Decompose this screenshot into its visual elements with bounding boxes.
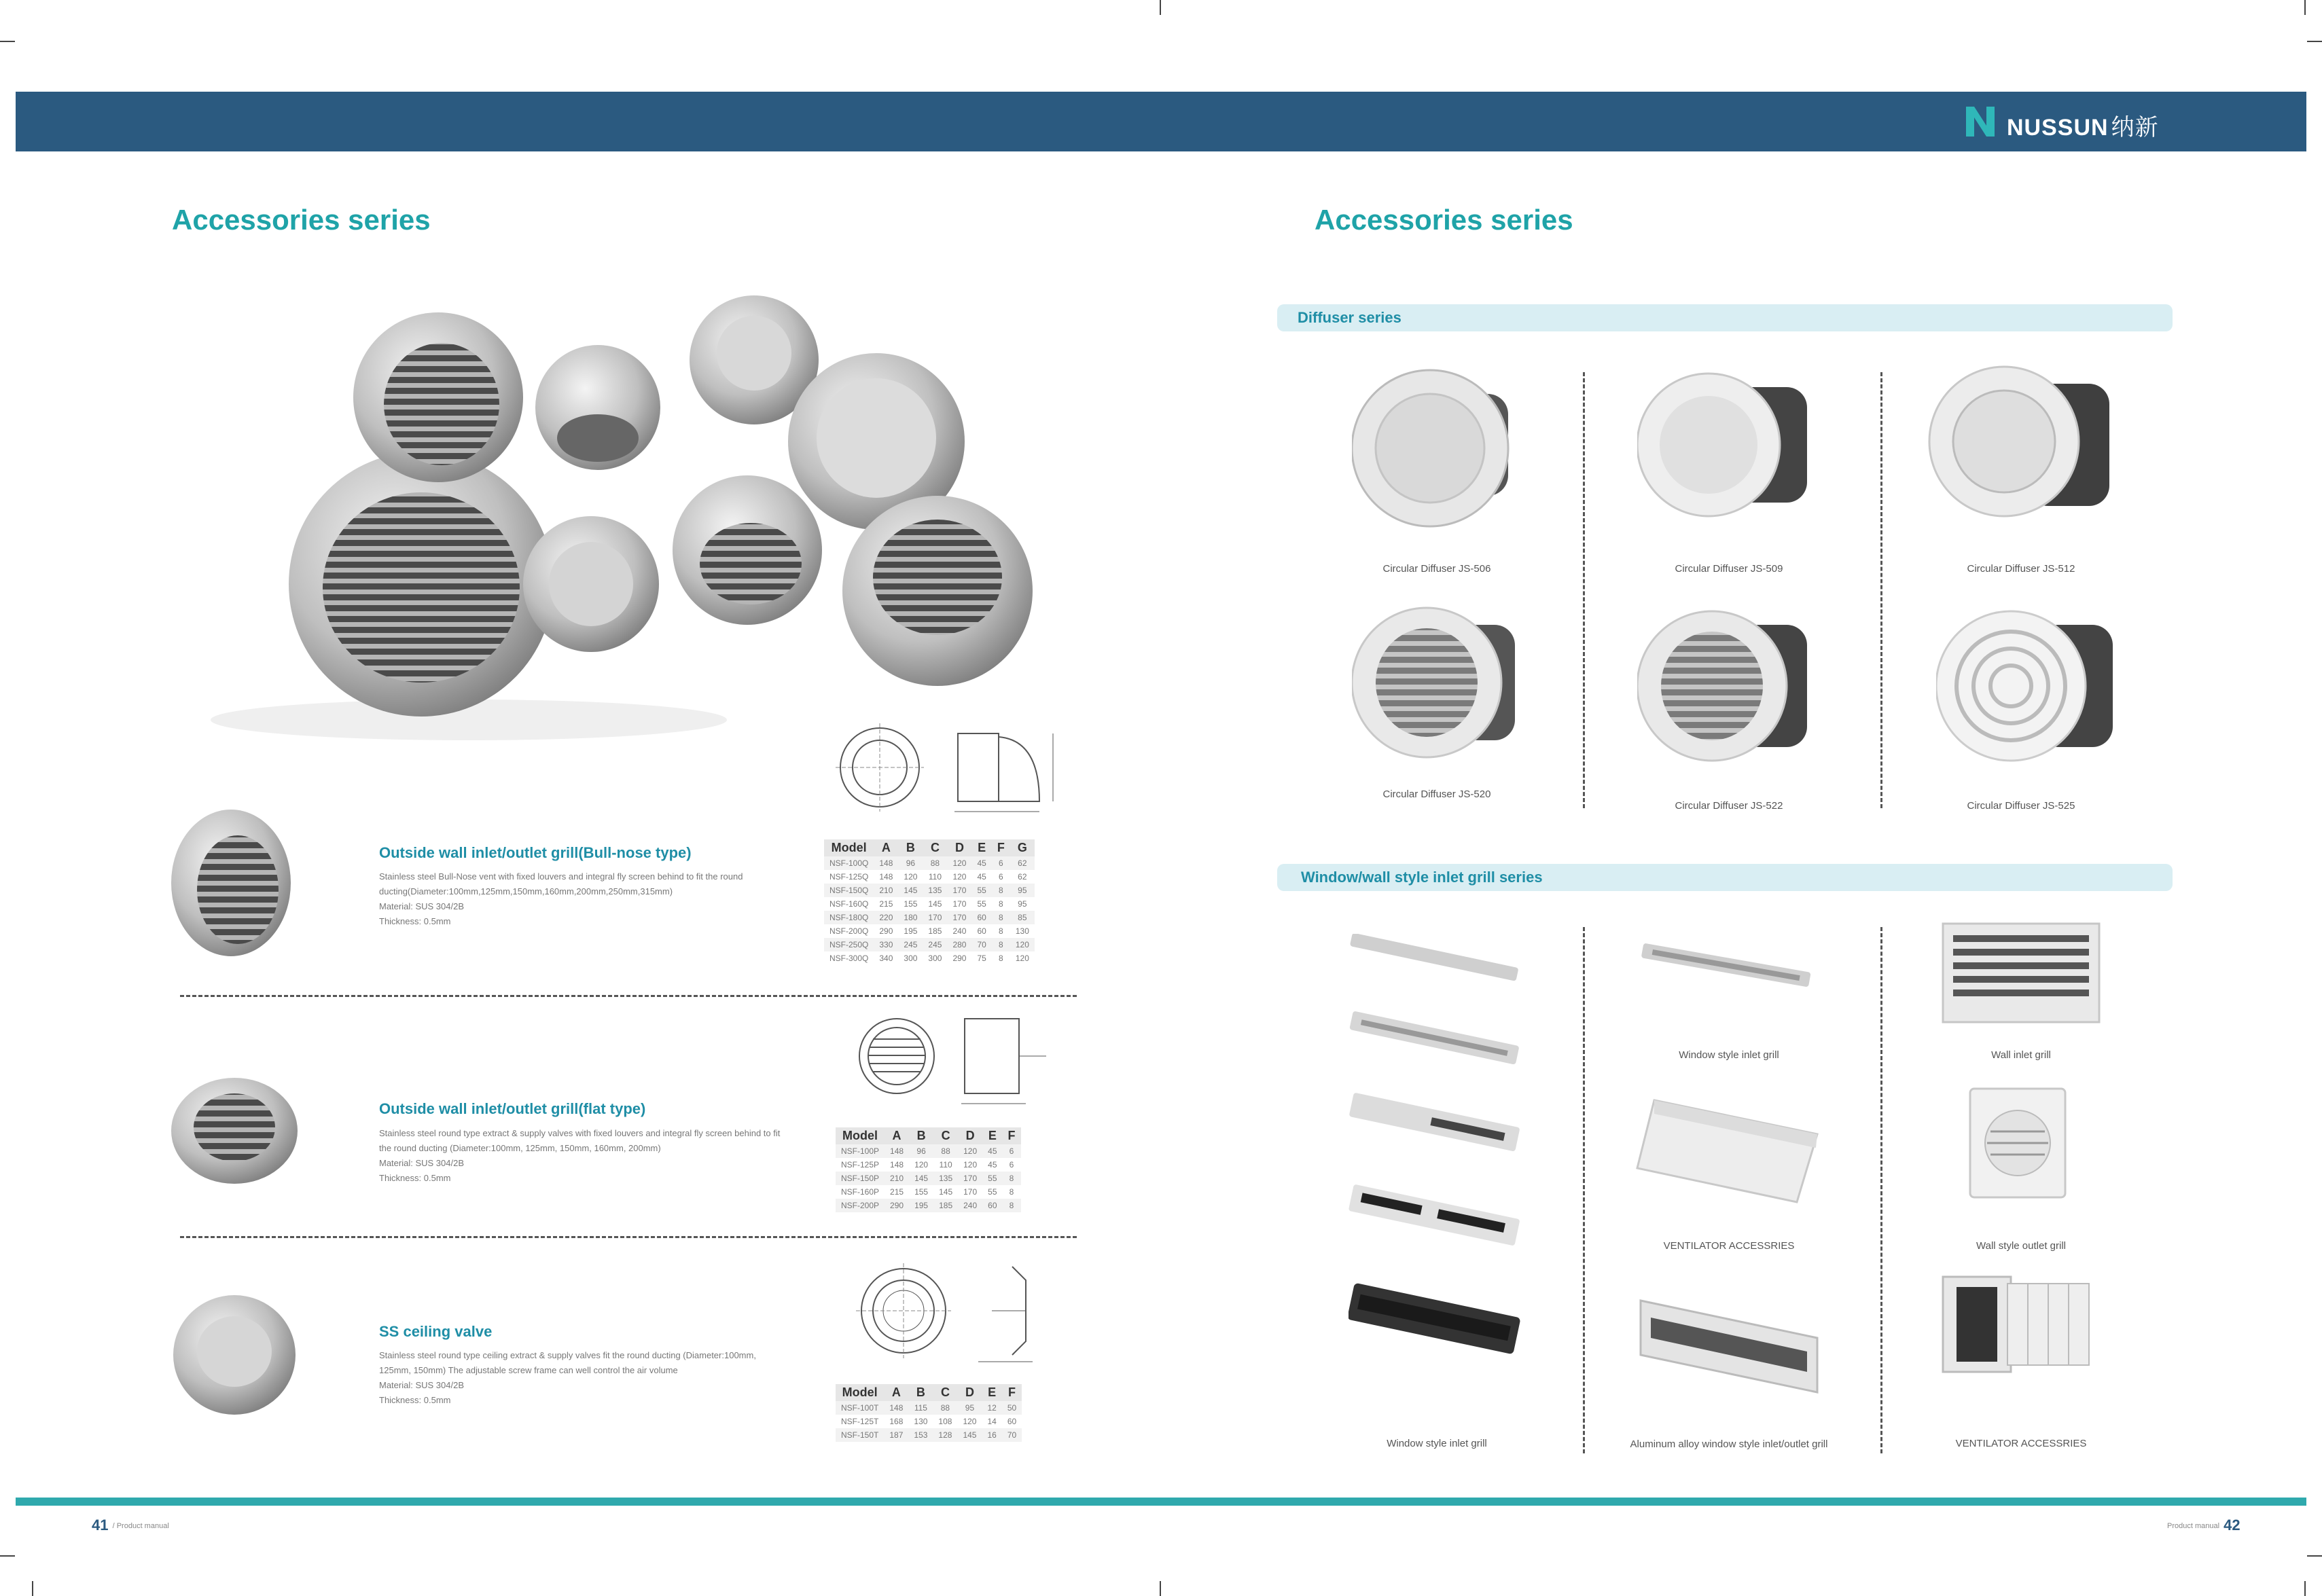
spec-cell: NSF-125T — [841, 1417, 879, 1426]
spec-cell: 195 — [909, 1199, 933, 1212]
spec-cell: 148 — [879, 872, 893, 882]
spec-cell: 8 — [999, 926, 1003, 936]
spec-cell: 330 — [874, 938, 898, 951]
left-page-note: / Product manual — [112, 1521, 169, 1530]
spec-cell: 155 — [904, 899, 918, 909]
spec-cell: NSF-150T — [836, 1428, 884, 1442]
spec-cell: 170 — [963, 1187, 978, 1197]
diffuser-caption-4: Circular Diffuser JS-520 — [1382, 788, 1491, 800]
product-2-material: Material: SUS 304/2B — [379, 1158, 465, 1168]
spec-cell: 170 — [952, 899, 967, 909]
spec-row — [824, 951, 1035, 965]
spec-cell: 185 — [928, 926, 942, 936]
spec-cell: 120 — [952, 872, 967, 882]
spec-cell: NSF-150P — [836, 1172, 885, 1185]
column-divider — [1583, 372, 1585, 808]
spec-cell: 120 — [1010, 938, 1035, 951]
spec-cell: 135 — [923, 884, 947, 897]
bullnose-grill-photo — [170, 805, 292, 961]
spec-cell: 50 — [1002, 1401, 1022, 1415]
spec-cell: 95 — [1010, 884, 1035, 897]
spec-header-row — [836, 1384, 1022, 1401]
header-band — [16, 92, 2306, 151]
divider — [180, 1236, 1077, 1238]
spec-cell: 195 — [904, 926, 918, 936]
diffuser-js520-photo — [1352, 598, 1529, 767]
spec-cell: 245 — [898, 938, 923, 951]
spec-cell: NSF-100T — [836, 1401, 884, 1415]
diffuser-js522-photo — [1637, 598, 1814, 774]
spec-header-cell: F — [992, 839, 1010, 856]
spec-row — [836, 1144, 1021, 1158]
spec-header-cell: Model — [824, 839, 874, 856]
spec-cell: 70 — [1002, 1428, 1022, 1442]
spec-cell: NSF-125P — [841, 1160, 880, 1169]
spec-cell: 8 — [1003, 1199, 1021, 1212]
spec-cell: 55 — [977, 899, 986, 909]
spec-cell: 85 — [1010, 911, 1035, 924]
product-3-material: Material: SUS 304/2B — [379, 1380, 465, 1390]
spec-cell: 240 — [958, 1199, 982, 1212]
right-page-title: Accessories series — [1315, 204, 1573, 236]
ventilator-accessories-photo-1 — [1634, 1093, 1824, 1209]
spec-cell: NSF-300Q — [829, 954, 869, 963]
spec-header-cell: A — [885, 1127, 909, 1144]
right-page-number — [2167, 1517, 2240, 1534]
product-3-spec-table — [836, 1384, 1022, 1442]
spec-cell: 60 — [977, 926, 986, 936]
left-page-number-value: 41 — [92, 1517, 109, 1534]
spec-cell: 6 — [992, 856, 1010, 870]
spec-cell: 148 — [884, 1401, 908, 1415]
spec-cell: 75 — [977, 954, 986, 963]
diffuser-series-bar — [1277, 304, 2173, 331]
spec-cell: 240 — [952, 926, 967, 936]
spec-cell: NSF-200P — [836, 1199, 885, 1212]
spec-cell: 170 — [923, 911, 947, 924]
spec-cell: 170 — [947, 884, 971, 897]
spec-row — [824, 897, 1035, 911]
spec-cell: 300 — [928, 954, 942, 963]
spec-cell: 145 — [928, 899, 942, 909]
product-3-thickness: Thickness: 0.5mm — [379, 1395, 451, 1405]
spec-cell: 130 — [914, 1417, 928, 1426]
spec-header-cell: B — [909, 1127, 933, 1144]
spec-row — [836, 1185, 1021, 1199]
product-1-spec-table — [824, 839, 1035, 965]
spec-header-cell: G — [1010, 839, 1035, 856]
spec-cell: 245 — [923, 938, 947, 951]
ventilator-accessories-photo-2 — [1940, 1270, 2103, 1379]
spec-cell: 60 — [982, 1199, 1002, 1212]
spec-cell: NSF-250Q — [824, 938, 874, 951]
spec-cell: 120 — [1015, 954, 1029, 963]
flat-grill-photo — [170, 1073, 299, 1195]
product-3-title: SS ceiling valve — [379, 1323, 493, 1340]
spec-cell: 6 — [999, 872, 1003, 882]
product-2-description — [379, 1126, 787, 1186]
spec-cell: 62 — [1010, 856, 1035, 870]
window-style-inlet-grill-photo — [1637, 934, 1821, 1002]
diffuser-js506-photo — [1352, 360, 1529, 530]
spec-cell: 96 — [909, 1144, 933, 1158]
product-3-description — [379, 1348, 787, 1408]
brand-chinese: 纳新 — [2111, 115, 2159, 141]
spec-cell: 290 — [879, 926, 893, 936]
grill-caption-col3-2: Wall style outlet grill — [1976, 1240, 2066, 1252]
spec-cell: NSF-160P — [841, 1187, 880, 1197]
wall-style-outlet-grill-photo — [1967, 1085, 2069, 1201]
flat-grill-technical-drawing — [849, 1015, 1053, 1117]
spec-cell: 170 — [947, 911, 971, 924]
grill-series-label: Window/wall style inlet grill series — [1301, 869, 1543, 886]
spec-cell: 120 — [947, 856, 971, 870]
spec-cell: 110 — [939, 1160, 952, 1169]
hero-vents-image — [197, 285, 1094, 747]
spec-header-cell: F — [1003, 1127, 1021, 1144]
spec-cell: 128 — [933, 1428, 957, 1442]
product-2-thickness: Thickness: 0.5mm — [379, 1173, 451, 1183]
diffuser-caption-3: Circular Diffuser JS-512 — [1967, 563, 2075, 575]
spec-header-cell: A — [884, 1384, 908, 1401]
spec-cell: NSF-100Q — [824, 856, 874, 870]
product-1-description — [379, 869, 787, 929]
spec-cell: 290 — [885, 1199, 909, 1212]
window-grill-strips-image — [1348, 934, 1529, 1368]
spec-cell: 215 — [879, 899, 893, 909]
right-page-note: Product manual — [2167, 1521, 2220, 1530]
nussun-logo-icon — [1965, 105, 1996, 138]
spec-header-cell: E — [982, 1384, 1001, 1401]
spec-header-cell: E — [982, 1127, 1002, 1144]
spec-cell: NSF-160Q — [829, 899, 869, 909]
spec-cell: 6 — [1003, 1144, 1021, 1158]
spec-row — [824, 856, 1035, 870]
spec-cell: 155 — [914, 1187, 929, 1197]
product-1-thickness: Thickness: 0.5mm — [379, 916, 451, 926]
spec-cell: 148 — [890, 1160, 904, 1169]
spec-header-cell: C — [923, 839, 947, 856]
spec-header-cell: B — [908, 1384, 933, 1401]
spec-cell: 145 — [898, 884, 923, 897]
product-2-spec-table — [836, 1127, 1021, 1212]
spec-cell: NSF-200Q — [829, 926, 869, 936]
spec-cell: 108 — [938, 1417, 952, 1426]
spec-row — [824, 884, 1035, 897]
spec-header-row — [836, 1127, 1021, 1144]
spec-cell: 168 — [889, 1417, 904, 1426]
spec-cell: 185 — [933, 1199, 958, 1212]
spec-cell: 88 — [923, 856, 947, 870]
left-page-title: Accessories series — [172, 204, 431, 236]
spec-cell: 120 — [914, 1160, 929, 1169]
left-page-number — [92, 1517, 169, 1534]
spec-cell: 148 — [885, 1144, 909, 1158]
spec-header-cell: D — [947, 839, 971, 856]
spec-cell: 96 — [898, 856, 923, 870]
spec-cell: NSF-150Q — [824, 884, 874, 897]
spec-header-cell: B — [898, 839, 923, 856]
spec-cell: 148 — [874, 856, 898, 870]
spec-cell: 145 — [957, 1428, 982, 1442]
spec-header-cell: F — [1002, 1384, 1022, 1401]
spec-cell: 55 — [982, 1172, 1002, 1185]
spec-cell: 62 — [1018, 872, 1027, 882]
spec-cell: 88 — [933, 1401, 957, 1415]
spec-cell: 16 — [982, 1428, 1001, 1442]
spec-header-cell: D — [958, 1127, 982, 1144]
spec-row — [824, 911, 1035, 924]
product-3-desc-text: Stainless steel round type ceiling extract & supply valves fit the round ducting (Diameter:100mm, 125mm, 150mm) The adjustable screw frame can well control the air volume — [379, 1350, 756, 1375]
diffuser-series-label: Diffuser series — [1298, 309, 1401, 326]
spec-cell: 180 — [898, 911, 923, 924]
spec-cell: 95 — [1018, 899, 1027, 909]
spec-cell: 45 — [971, 856, 991, 870]
spec-cell: 12 — [982, 1401, 1001, 1415]
spec-header-cell: E — [971, 839, 991, 856]
diffuser-js512-photo — [1926, 360, 2123, 530]
spec-cell: 8 — [999, 899, 1003, 909]
spec-cell: 145 — [939, 1187, 953, 1197]
product-2-desc-text: Stainless steel round type extract & supply valves with fixed louvers and integral fly screen behind to fit the round ducting (Diameter:100mm, 125mm, 150mm, 160mm, 200mm) — [379, 1128, 781, 1153]
spec-cell: 220 — [874, 911, 898, 924]
spec-cell: 210 — [885, 1172, 909, 1185]
spec-header-cell: C — [933, 1127, 958, 1144]
grill-caption-col2-2: VENTILATOR ACCESSRIES — [1663, 1240, 1795, 1252]
spec-cell: 120 — [958, 1144, 982, 1158]
spec-cell: 145 — [909, 1172, 933, 1185]
spec-row — [836, 1428, 1022, 1442]
spec-cell: 60 — [1007, 1417, 1017, 1426]
diffuser-js525-photo — [1936, 598, 2120, 774]
grill-caption-col2-1: Window style inlet grill — [1679, 1049, 1779, 1061]
spec-row — [836, 1415, 1022, 1428]
spec-row — [824, 870, 1035, 884]
spec-cell: 8 — [1009, 1187, 1014, 1197]
ceiling-valve-technical-drawing — [856, 1260, 1060, 1368]
bullnose-technical-drawing — [836, 720, 1060, 822]
spec-cell: 170 — [958, 1172, 982, 1185]
diffuser-caption-1: Circular Diffuser JS-506 — [1382, 563, 1491, 575]
spec-cell: 8 — [999, 954, 1003, 963]
spec-row — [836, 1172, 1021, 1185]
right-page-number-value: 42 — [2223, 1517, 2240, 1534]
spec-cell: 153 — [908, 1428, 933, 1442]
spec-cell: 45 — [982, 1144, 1002, 1158]
spec-cell: 130 — [1015, 926, 1029, 936]
divider — [180, 995, 1077, 997]
aluminum-window-grill-photo — [1637, 1297, 1821, 1399]
spec-cell: 8 — [992, 938, 1010, 951]
diffuser-caption-6: Circular Diffuser JS-525 — [1967, 800, 2075, 812]
spec-cell: 210 — [874, 884, 898, 897]
spec-cell: 115 — [908, 1401, 933, 1415]
grill-series-bar — [1277, 864, 2173, 891]
spec-cell: NSF-125Q — [829, 872, 869, 882]
diffuser-js509-photo — [1637, 360, 1814, 530]
spec-header-cell: D — [957, 1384, 982, 1401]
diffuser-caption-2: Circular Diffuser JS-509 — [1675, 563, 1783, 575]
spec-row — [836, 1401, 1022, 1415]
product-1-title: Outside wall inlet/outlet grill(Bull-nose type) — [379, 844, 692, 861]
spec-header-cell: C — [933, 1384, 957, 1401]
spec-cell: 95 — [957, 1401, 982, 1415]
spec-cell: 300 — [904, 954, 918, 963]
spec-cell: 88 — [933, 1144, 958, 1158]
column-divider — [1583, 927, 1585, 1453]
brand-latin: NUSSUN — [2007, 115, 2109, 141]
grill-caption-col3-3: VENTILATOR ACCESSRIES — [1955, 1438, 2087, 1449]
spec-cell: 8 — [1003, 1172, 1021, 1185]
spec-cell: 6 — [1009, 1160, 1014, 1169]
spec-cell: 55 — [988, 1187, 997, 1197]
spec-row — [824, 924, 1035, 938]
spec-cell: 340 — [879, 954, 893, 963]
spec-cell: 8 — [992, 884, 1010, 897]
spec-cell: 280 — [947, 938, 971, 951]
spec-cell: 120 — [904, 872, 918, 882]
ceiling-valve-photo — [170, 1290, 299, 1419]
spec-cell: 60 — [971, 911, 991, 924]
product-1-material: Material: SUS 304/2B — [379, 901, 465, 911]
spec-cell: 110 — [928, 872, 942, 882]
brand-name — [2007, 109, 2159, 142]
spec-cell: 14 — [987, 1417, 997, 1426]
column-divider — [1880, 927, 1882, 1453]
spec-cell: 290 — [952, 954, 967, 963]
spec-cell: 135 — [933, 1172, 958, 1185]
product-2-title: Outside wall inlet/outlet grill(flat type) — [379, 1100, 646, 1117]
spec-row — [824, 938, 1035, 951]
spec-row — [836, 1199, 1021, 1212]
spec-header-cell: Model — [836, 1127, 885, 1144]
grill-caption-col3-1: Wall inlet grill — [1991, 1049, 2051, 1061]
spec-header-cell: A — [874, 839, 898, 856]
spec-header-cell: Model — [836, 1384, 884, 1401]
diffuser-caption-5: Circular Diffuser JS-522 — [1675, 800, 1783, 812]
spec-cell: 55 — [971, 884, 991, 897]
spec-cell: 215 — [890, 1187, 904, 1197]
footer-band — [16, 1498, 2306, 1506]
spec-row — [836, 1158, 1021, 1172]
spec-header-row — [824, 839, 1035, 856]
column-divider — [1880, 372, 1882, 808]
product-1-desc-text: Stainless steel Bull-Nose vent with fixed louvers and integral fly screen behind to fit the round ducting(Diameter:100mm,125mm,150mm,160mm,200mm,250mm,315mm) — [379, 871, 743, 896]
grill-caption-col1: Window style inlet grill — [1387, 1438, 1487, 1449]
spec-cell: 45 — [977, 872, 986, 882]
spec-cell: 45 — [988, 1160, 997, 1169]
spec-cell: NSF-100P — [836, 1144, 885, 1158]
spec-cell: 120 — [963, 1160, 978, 1169]
wall-inlet-grill-photo — [1940, 920, 2103, 1026]
spec-cell: 70 — [971, 938, 991, 951]
spec-cell: 187 — [884, 1428, 908, 1442]
grill-caption-col2-3: Aluminum alloy window style inlet/outlet grill — [1630, 1438, 1828, 1450]
spec-cell: 8 — [992, 911, 1010, 924]
spec-cell: NSF-180Q — [824, 911, 874, 924]
spec-cell: 120 — [963, 1417, 977, 1426]
